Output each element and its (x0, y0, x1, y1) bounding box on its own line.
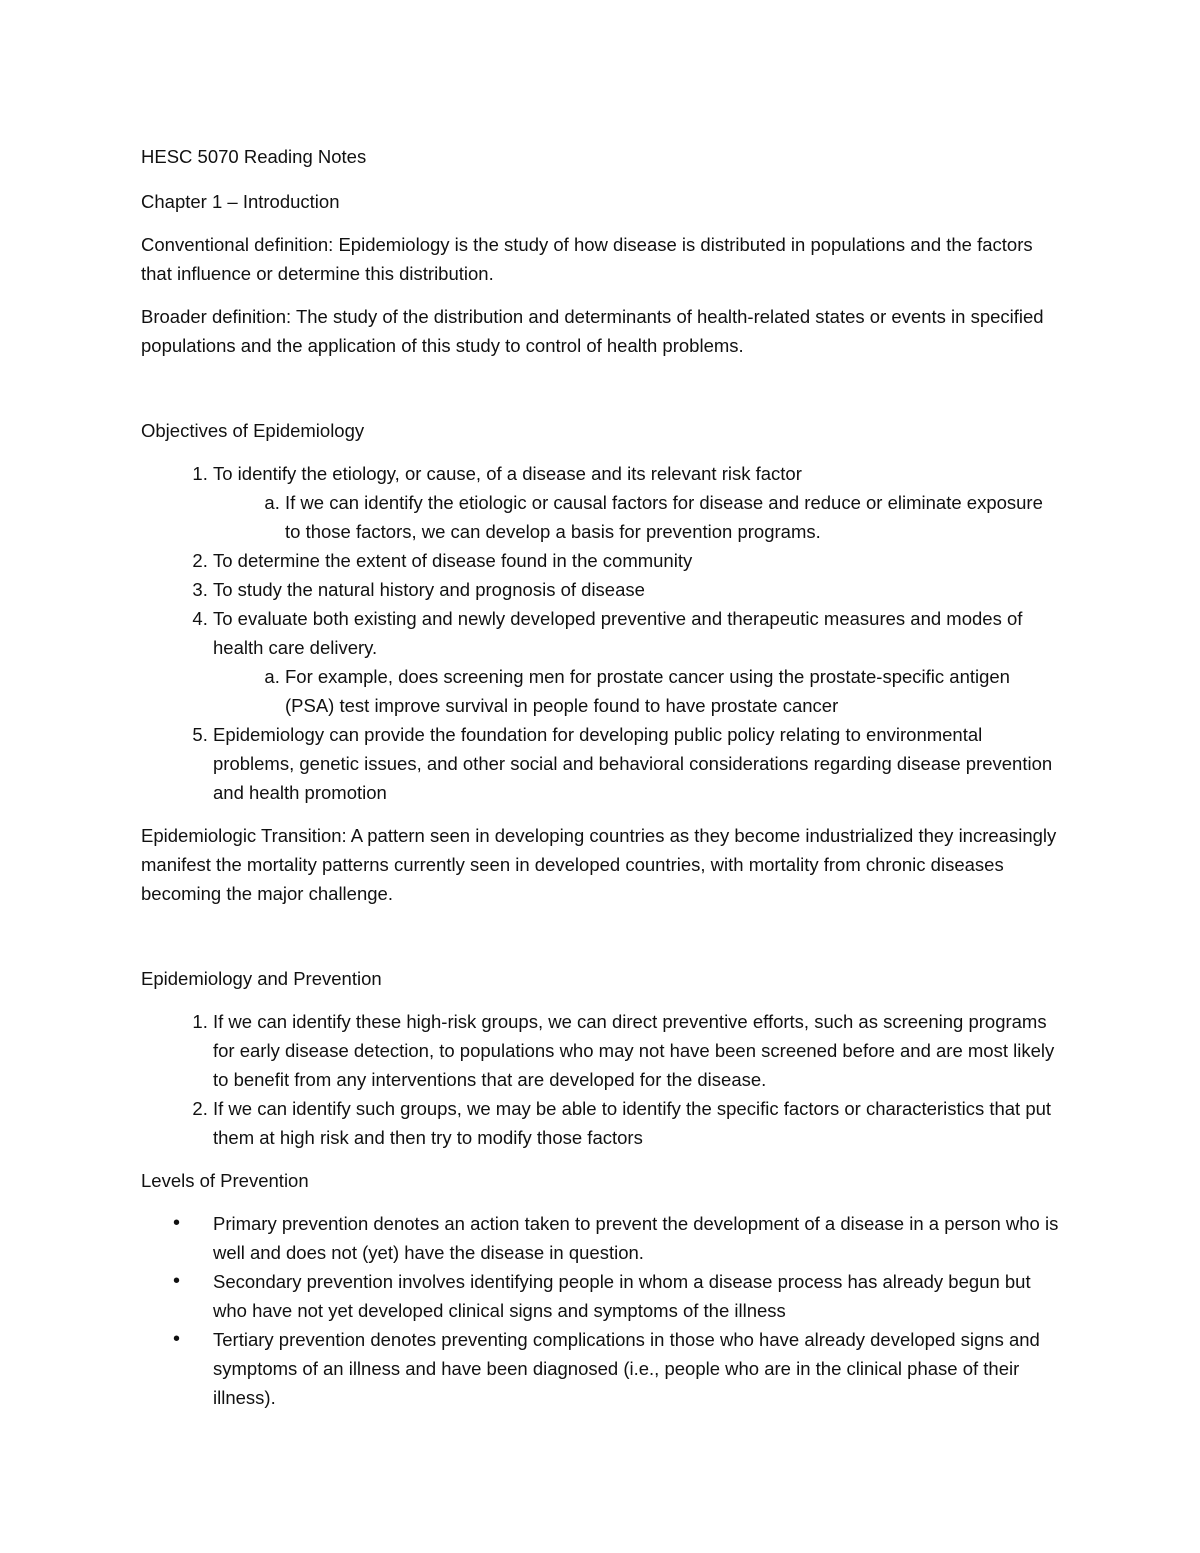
prevention-item: 2. If we can identify such groups, we may be able to identify the specific factors or characteristics that put them at high risk and then try to modify those factors (213, 1094, 1061, 1152)
levels-item: • Secondary prevention involves identifying people in whom a disease process has already begun but who have not yet developed clinical signs and symptoms of the illness (213, 1267, 1061, 1325)
levels-list (141, 1209, 1061, 1412)
objective-item (213, 604, 1061, 720)
conventional-definition: Conventional definition: Epidemiology is the study of how disease is distributed in populations and the factors that influence or determine this distribution. (141, 234, 1033, 284)
objective-text: Epidemiology can provide the foundation for developing public policy relating to environmental problems, genetic issues, and other social and behavioral considerations regarding disease prevention and health promotion (213, 724, 1053, 803)
objective-subitem: a. For example, does screening men for prostate cancer using the prostate-specific antigen (PSA) test improve survival in people found to have prostate cancer (285, 662, 1061, 720)
objective-text: To study the natural history and prognosis of disease (213, 579, 645, 600)
levels-item: • Primary prevention denotes an action taken to prevent the development of a disease in a person who is well and does not (yet) have the disease in question. (213, 1209, 1061, 1267)
spacer (141, 922, 1061, 964)
epidemiologic-transition: Epidemiologic Transition: A pattern seen in developing countries as they become industrialized they increasingly manifest the mortality patterns currently seen in developed countries, with mortality from chronic diseases becoming the major challenge. (141, 825, 1057, 904)
objective-item (213, 546, 1061, 575)
objective-item (213, 575, 1061, 604)
broader-definition: Broader definition: The study of the distribution and determinants of health-related states or events in specified populations and the application of this study to control of health problems. (141, 306, 1044, 356)
objective-sublist (213, 662, 1061, 720)
prevention-list (141, 1007, 1061, 1152)
objective-subitem: a. If we can identify the etiologic or causal factors for disease and reduce or eliminate exposure to those factors, we can develop a basis for prevention programs. (285, 488, 1061, 546)
document-title: HESC 5070 Reading Notes (141, 146, 367, 167)
spacer (141, 374, 1061, 416)
objective-item (213, 459, 1061, 546)
chapter-heading: Chapter 1 – Introduction (141, 191, 340, 212)
objectives-list (141, 459, 1061, 807)
objective-sublist (213, 488, 1061, 546)
prevention-item: 1. If we can identify these high-risk groups, we can direct preventive efforts, such as screening programs for early disease detection, to populations who may not have been screened before and are most likely to benefit from any interventions that are developed for the disease. (213, 1007, 1061, 1094)
levels-item: • Tertiary prevention denotes preventing complications in those who have already developed signs and symptoms of an illness and have been diagnosed (i.e., people who are in the clinical phase of their illness). (213, 1325, 1061, 1412)
objective-item (213, 720, 1061, 807)
objectives-heading: Objectives of Epidemiology (141, 420, 365, 441)
objective-text: To determine the extent of disease found in the community (213, 550, 693, 571)
levels-heading: Levels of Prevention (141, 1170, 309, 1191)
document-page (141, 142, 1061, 1426)
prevention-heading: Epidemiology and Prevention (141, 968, 382, 989)
objective-text: To identify the etiology, or cause, of a disease and its relevant risk factor (213, 463, 802, 484)
objective-text: To evaluate both existing and newly developed preventive and therapeutic measures and modes of health care delivery. (213, 608, 1023, 658)
